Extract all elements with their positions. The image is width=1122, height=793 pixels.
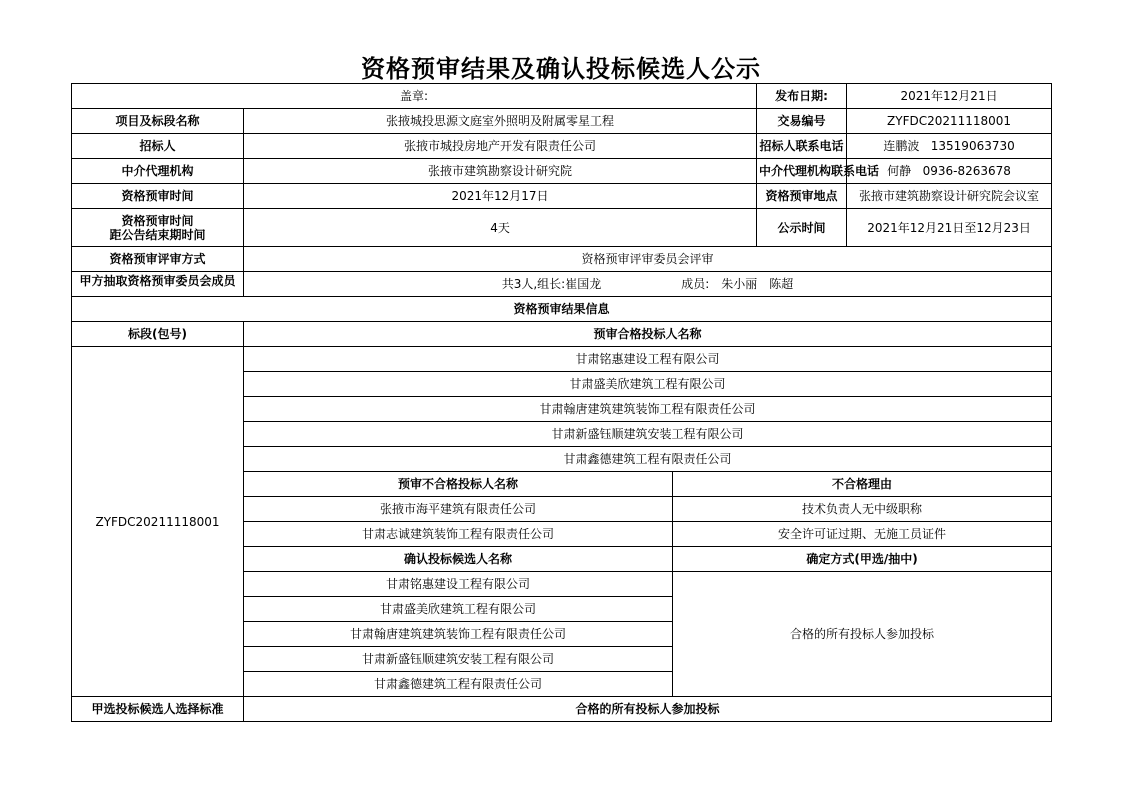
method-value: 合格的所有投标人参加投标 (673, 572, 1052, 697)
announcement-table (71, 83, 1052, 722)
results-header-row (72, 297, 1052, 322)
review-method-label: 资格预审评审方式 (72, 247, 244, 272)
trade-no-label: 交易编号 (757, 109, 847, 134)
unqualified-header: 预审不合格投标人名称 (244, 472, 673, 497)
confirmed-bidder: 甘肃鑫德建筑工程有限责任公司 (244, 672, 673, 697)
interval-row (72, 209, 1052, 247)
qualified-bidder: 甘肃铭惠建设工程有限公司 (244, 347, 1052, 372)
committee-label-text: 甲方抽取资格预审委员会成员 (79, 274, 236, 288)
agency-phone-label: 中介代理机构联系电话 (757, 159, 847, 184)
prequal-place-label: 资格预审地点 (757, 184, 847, 209)
agency-row (72, 159, 1052, 184)
seal-row (72, 84, 1052, 109)
page-title: 资格预审结果及确认投标候选人公示 (361, 55, 761, 83)
notice-period: 2021年12月21日至12月23日 (847, 209, 1052, 247)
qualified-bidder: 甘肃盛美欣建筑工程有限公司 (244, 372, 1052, 397)
interval: 4天 (244, 209, 757, 247)
agency-label: 中介代理机构 (72, 159, 244, 184)
committee-members-label: 成员: (681, 277, 710, 291)
committee-member: 朱小丽 (721, 277, 758, 291)
committee-member: 陈超 (769, 277, 794, 291)
selection-standard-label: 甲选投标候选人选择标准 (72, 697, 244, 722)
project-row (72, 109, 1052, 134)
review-method: 资格预审评审委员会评审 (244, 247, 1052, 272)
confirmed-bidder: 甘肃盛美欣建筑工程有限公司 (244, 597, 673, 622)
unqualified-reason: 技术负责人无中级职称 (673, 497, 1052, 522)
prequal-time-row (72, 184, 1052, 209)
tenderer-label: 招标人 (72, 134, 244, 159)
tenderer-phone: 连鹏波 13519063730 (847, 134, 1052, 159)
notice-period-label: 公示时间 (757, 209, 847, 247)
qualified-bidder: 甘肃鑫德建筑工程有限责任公司 (244, 447, 1052, 472)
review-method-row (72, 247, 1052, 272)
unqualified-bidder: 张掖市海平建筑有限责任公司 (244, 497, 673, 522)
confirmed-header: 确认投标候选人名称 (244, 547, 673, 572)
publish-date-label: 发布日期: (757, 84, 847, 109)
interval-label (72, 209, 244, 247)
interval-label-line2: 距公告结束期时间 (109, 227, 206, 242)
lot-value: ZYFDC20211118001 (72, 347, 244, 697)
qualified-header-row (72, 322, 1052, 347)
trade-no: ZYFDC20211118001 (847, 109, 1052, 134)
committee-label (72, 272, 244, 297)
project-name-label: 项目及标段名称 (72, 109, 244, 134)
qualified-bidder: 甘肃新盛钰顺建筑安装工程有限公司 (244, 422, 1052, 447)
unqualified-bidder: 甘肃志诚建筑装饰工程有限责任公司 (244, 522, 673, 547)
selection-standard-row (72, 697, 1052, 722)
agency-phone: 何静 0936-8263678 (847, 159, 1052, 184)
committee-row (72, 272, 1052, 297)
prequal-place: 张掖市建筑勘察设计研究院会议室 (847, 184, 1052, 209)
qualified-header: 预审合格投标人名称 (244, 322, 1052, 347)
tenderer-phone-label: 招标人联系电话 (757, 134, 847, 159)
qualified-row (72, 347, 1052, 372)
results-header: 资格预审结果信息 (72, 297, 1052, 322)
lot-label: 标段(包号) (72, 322, 244, 347)
unqualified-reason: 安全许可证过期、无施工员证件 (673, 522, 1052, 547)
project-name: 张掖城投思源文庭室外照明及附属零星工程 (244, 109, 757, 134)
confirmed-bidder: 甘肃新盛钰顺建筑安装工程有限公司 (244, 647, 673, 672)
confirmed-bidder: 甘肃翰唐建筑建筑装饰工程有限责任公司 (244, 622, 673, 647)
tenderer-row (72, 134, 1052, 159)
tenderer: 张掖市城投房地产开发有限责任公司 (244, 134, 757, 159)
seal-label: 盖章: (72, 84, 757, 109)
confirmed-bidder: 甘肃铭惠建设工程有限公司 (244, 572, 673, 597)
agency: 张掖市建筑勘察设计研究院 (244, 159, 757, 184)
publish-date: 2021年12月21日 (847, 84, 1052, 109)
unqualified-reason-header: 不合格理由 (673, 472, 1052, 497)
method-header: 确定方式(甲选/抽中) (673, 547, 1052, 572)
prequal-time: 2021年12月17日 (244, 184, 757, 209)
selection-standard: 合格的所有投标人参加投标 (244, 697, 1052, 722)
interval-label-line1: 资格预审时间 (121, 213, 194, 228)
committee-count: 共3人,组长:崔国龙 (501, 277, 602, 291)
prequal-time-label: 资格预审时间 (72, 184, 244, 209)
qualified-bidder: 甘肃翰唐建筑建筑装饰工程有限责任公司 (244, 397, 1052, 422)
committee (244, 272, 1052, 297)
